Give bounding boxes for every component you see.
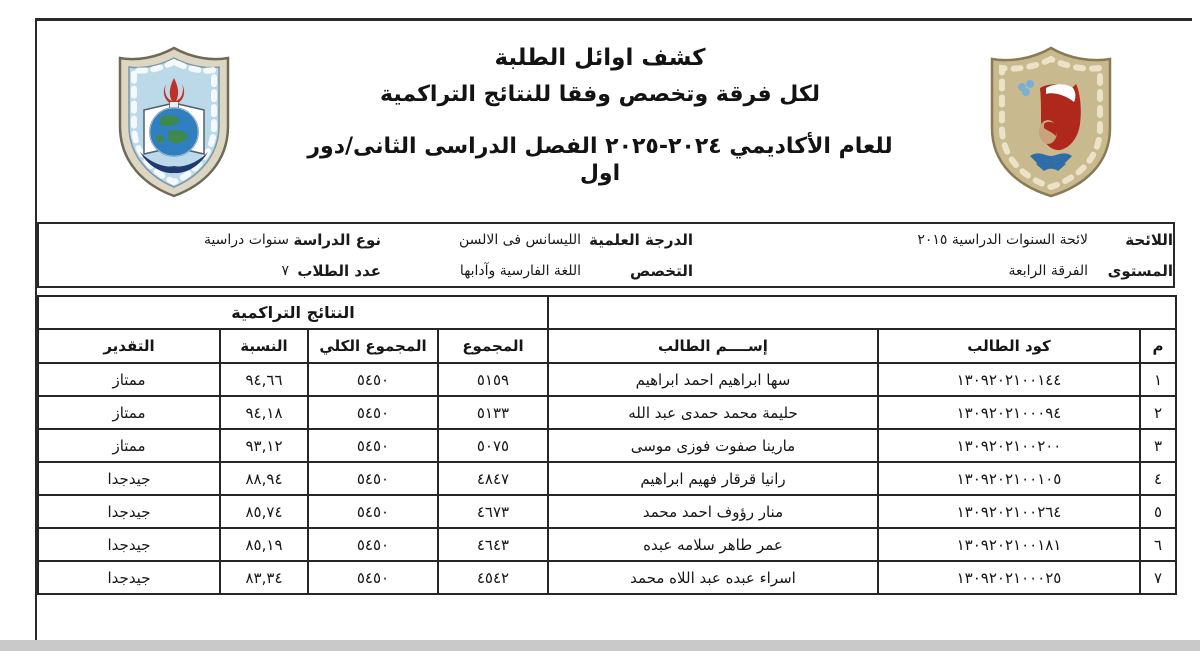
cell-grand-total: ٥٤٥٠ bbox=[308, 561, 438, 594]
major-label: التخصص bbox=[630, 261, 693, 280]
title-line-1: كشف اوائل الطلبة bbox=[494, 45, 706, 71]
cell-sum: ٤٥٤٢ bbox=[438, 561, 548, 594]
faculty-alsun-logo bbox=[110, 44, 238, 200]
cell-grand-total: ٥٤٥٠ bbox=[308, 528, 438, 561]
cell-code: ١٣٠٩٢٠٢١٠٠١٠٥ bbox=[878, 462, 1140, 495]
cell-code: ١٣٠٩٢٠٢١٠٠١٨١ bbox=[878, 528, 1140, 561]
cell-grade: جيدجدا bbox=[38, 561, 220, 594]
cell-percentage: ٨٥,١٩ bbox=[220, 528, 308, 561]
cell-grade: جيدجدا bbox=[38, 528, 220, 561]
col-header-percentage: النسبة bbox=[220, 329, 308, 363]
cell-serial: ٥ bbox=[1140, 495, 1176, 528]
cell-percentage: ٩٤,٦٦ bbox=[220, 363, 308, 396]
table-group-header-row bbox=[38, 296, 1176, 329]
cell-code: ١٣٠٩٢٠٢١٠٠٠٢٥ bbox=[878, 561, 1140, 594]
cell-sum: ٥١٣٣ bbox=[438, 396, 548, 429]
cell-name: اسراء عبده عبد اللاه محمد bbox=[548, 561, 878, 594]
cell-grade: ممتاز bbox=[38, 396, 220, 429]
level-value: الفرقة الرابعة bbox=[1008, 262, 1088, 279]
study-type-value: سنوات دراسية bbox=[203, 231, 289, 248]
cell-sum: ٥٠٧٥ bbox=[438, 429, 548, 462]
level-label: المستوى bbox=[1107, 261, 1173, 280]
cell-grade: ممتاز bbox=[38, 429, 220, 462]
info-row-1 bbox=[39, 225, 1173, 254]
col-header-serial: م bbox=[1140, 329, 1176, 363]
title-line-4: اول bbox=[579, 161, 621, 186]
cell-code: ١٣٠٩٢٠٢١٠٠٢٠٠ bbox=[878, 429, 1140, 462]
top-students-table bbox=[37, 295, 1177, 595]
cell-percentage: ٨٣,٣٤ bbox=[220, 561, 308, 594]
cell-code: ١٣٠٩٢٠٢١٠٠١٤٤ bbox=[878, 363, 1140, 396]
cell-serial: ٧ bbox=[1140, 561, 1176, 594]
degree-value: الليسانس فى الالسن bbox=[458, 231, 581, 248]
info-row-2 bbox=[39, 256, 1173, 285]
cell-name: عمر طاهر سلامه عبده bbox=[548, 528, 878, 561]
col-header-student-name: إســــم الطالب bbox=[548, 329, 878, 363]
cell-sum: ٤٨٤٧ bbox=[438, 462, 548, 495]
cell-percentage: ٨٥,٧٤ bbox=[220, 495, 308, 528]
cell-grand-total: ٥٤٥٠ bbox=[308, 396, 438, 429]
sohag-university-logo bbox=[980, 44, 1122, 200]
student-count-value: ٧ bbox=[281, 262, 289, 279]
cell-serial: ١ bbox=[1140, 363, 1176, 396]
table-row bbox=[38, 363, 1176, 396]
title-line-2: لكل فرقة وتخصص وفقا للنتائج التراكمية bbox=[380, 82, 820, 107]
cell-serial: ٤ bbox=[1140, 462, 1176, 495]
cell-serial: ٦ bbox=[1140, 528, 1176, 561]
regulation-value: لائحة السنوات الدراسية ٢٠١٥ bbox=[917, 231, 1088, 248]
col-header-grand-total: المجموع الكلي bbox=[308, 329, 438, 363]
table-row bbox=[38, 462, 1176, 495]
table-header-row bbox=[38, 329, 1176, 363]
table-row bbox=[38, 495, 1176, 528]
cell-grand-total: ٥٤٥٠ bbox=[308, 363, 438, 396]
screenshot-bottom-edge bbox=[0, 640, 1200, 651]
exam-info-box bbox=[37, 222, 1175, 288]
cell-percentage: ٩٣,١٢ bbox=[220, 429, 308, 462]
major-value: اللغة الفارسية وآدابها bbox=[459, 262, 581, 279]
cell-grade: ممتاز bbox=[38, 363, 220, 396]
title-line-3: للعام الأكاديمي ٢٠٢٤-٢٠٢٥ الفصل الدراسى الثانى/دور bbox=[307, 134, 893, 159]
col-header-student-code: كود الطالب bbox=[878, 329, 1140, 363]
cell-sum: ٤٦٤٣ bbox=[438, 528, 548, 561]
cell-percentage: ٩٤,١٨ bbox=[220, 396, 308, 429]
cell-sum: ٤٦٧٣ bbox=[438, 495, 548, 528]
cell-name: مارينا صفوت فوزى موسى bbox=[548, 429, 878, 462]
document-title bbox=[240, 44, 960, 188]
cell-grand-total: ٥٤٥٠ bbox=[308, 495, 438, 528]
faculty-alsun-emblem-image bbox=[110, 44, 238, 200]
cell-name: رانيا قرقار فهيم ابراهيم bbox=[548, 462, 878, 495]
sohag-university-emblem-image bbox=[980, 44, 1122, 200]
cell-serial: ٢ bbox=[1140, 396, 1176, 429]
cell-code: ١٣٠٩٢٠٢١٠٠٢٦٤ bbox=[878, 495, 1140, 528]
table-row bbox=[38, 396, 1176, 429]
cell-percentage: ٨٨,٩٤ bbox=[220, 462, 308, 495]
group-header-cumulative-results: النتائج التراكمية bbox=[38, 296, 548, 329]
col-header-grade: التقدير bbox=[38, 329, 220, 363]
cell-grade: جيدجدا bbox=[38, 462, 220, 495]
student-count-label: عدد الطلاب bbox=[297, 261, 381, 280]
table-row bbox=[38, 528, 1176, 561]
col-header-sum: المجموع bbox=[438, 329, 548, 363]
cell-grade: جيدجدا bbox=[38, 495, 220, 528]
cell-code: ١٣٠٩٢٠٢١٠٠٠٩٤ bbox=[878, 396, 1140, 429]
cell-sum: ٥١٥٩ bbox=[438, 363, 548, 396]
cell-grand-total: ٥٤٥٠ bbox=[308, 462, 438, 495]
table-row bbox=[38, 561, 1176, 594]
group-header-empty-cell bbox=[548, 296, 1176, 329]
degree-label: الدرجة العلمية bbox=[589, 230, 693, 249]
regulation-label: اللائحة bbox=[1125, 230, 1173, 249]
study-type-label: نوع الدراسة bbox=[293, 230, 381, 249]
results-table-body bbox=[38, 363, 1176, 594]
cell-grand-total: ٥٤٥٠ bbox=[308, 429, 438, 462]
cell-name: سها ابراهيم احمد ابراهيم bbox=[548, 363, 878, 396]
cell-name: منار رؤوف احمد محمد bbox=[548, 495, 878, 528]
cell-name: حليمة محمد حمدى عبد الله bbox=[548, 396, 878, 429]
cell-serial: ٣ bbox=[1140, 429, 1176, 462]
table-row bbox=[38, 429, 1176, 462]
